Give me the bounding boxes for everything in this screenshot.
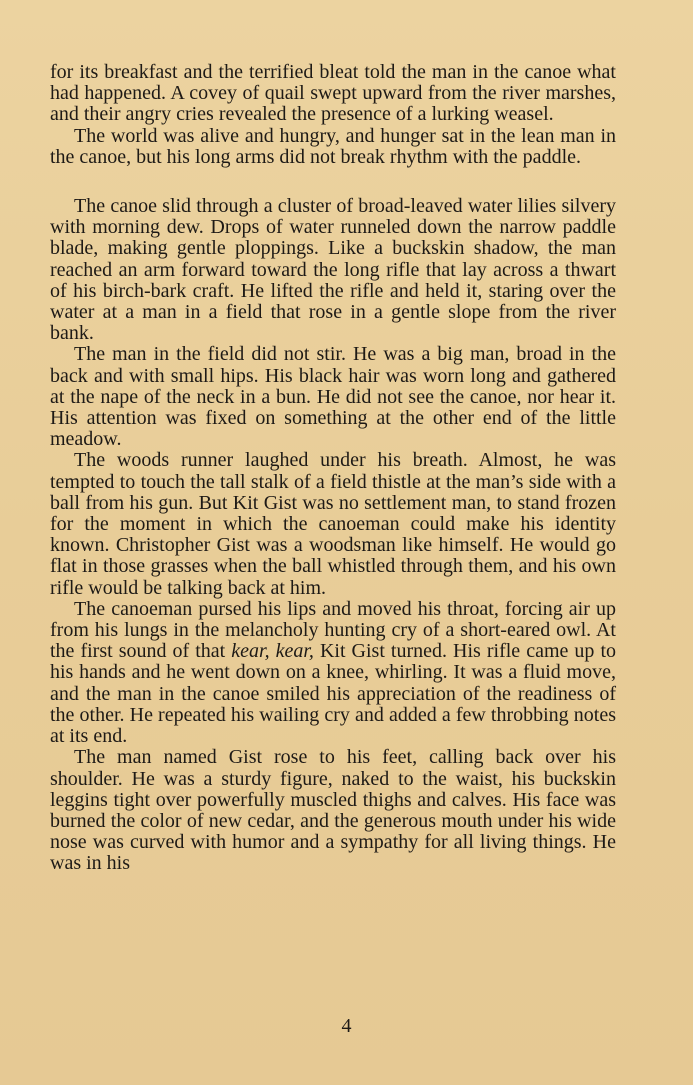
paragraph: The world was alive and hungry, and hunger sat in the lean man in the canoe, but his long arms did not break rhythm with the paddle. — [50, 124, 616, 168]
italic-text: kear, kear, — [231, 640, 314, 663]
body-text — [50, 62, 616, 875]
paragraph: The woods runner laughed under his breath. Almost, he was tempted to touch the tall stalk of a field thistle at the man’s side with a ball from his gun. But Kit Gist was no settlement man, to stand frozen for the moment in which the canoeman could make his identity known. Christopher Gist was a woodsman like himself. He would go flat in those grasses when the ball whistled through them, and his own rifle would be talking back at him. — [50, 449, 616, 599]
text-run: Kit Gist turned. His rifle came up to his hands and he went down on a knee, whirling. It was a fluid move, and the man in the canoe smiled his appreciation of the readiness of the other. He repeated his wailing cry and added a few throbbing notes at its end. — [50, 640, 616, 748]
paragraph — [50, 599, 616, 747]
text-run: The canoeman pursed his lips and moved his throat, forcing air up from his lungs in the melancholy hunting cry of a short-eared owl. At the first sound of that — [50, 597, 616, 663]
paragraph: for its breakfast and the terrified bleat told the man in the canoe what had happened. A covey of quail swept upward from the river marshes, and their angry cries revealed the presence of a lurking weasel. — [50, 61, 616, 126]
paragraph: The man in the field did not stir. He was a big man, broad in the back and with small hips. His black hair was worn long and gathered at the nape of the neck in a bun. He did not see the canoe, nor hear it. His attention was fixed on something at the other end of the little meadow. — [50, 343, 616, 451]
paragraph: The man named Gist rose to his feet, calling back over his shoulder. He was a sturdy figure, naked to the waist, his buckskin leggins tight over powerfully muscled thighs and calves. His face was burned the color of new cedar, and the generous mouth under his wide nose was curved with humor and a sympathy for all living things. He was in his — [50, 746, 616, 875]
paragraph: The canoe slid through a cluster of broad-leaved water lilies silvery with morning dew. Drops of water runneled down the narrow paddle blade, making gentle ploppings. Like a buckskin shadow, the man reached an arm forward toward the long rifle that lay across a thwart of his birch-bark craft. He lifted the rifle and held it, staring over the water at a man in a field that rose in a gentle slope from the river bank. — [50, 195, 616, 345]
page-number: 4 — [341, 1015, 352, 1037]
